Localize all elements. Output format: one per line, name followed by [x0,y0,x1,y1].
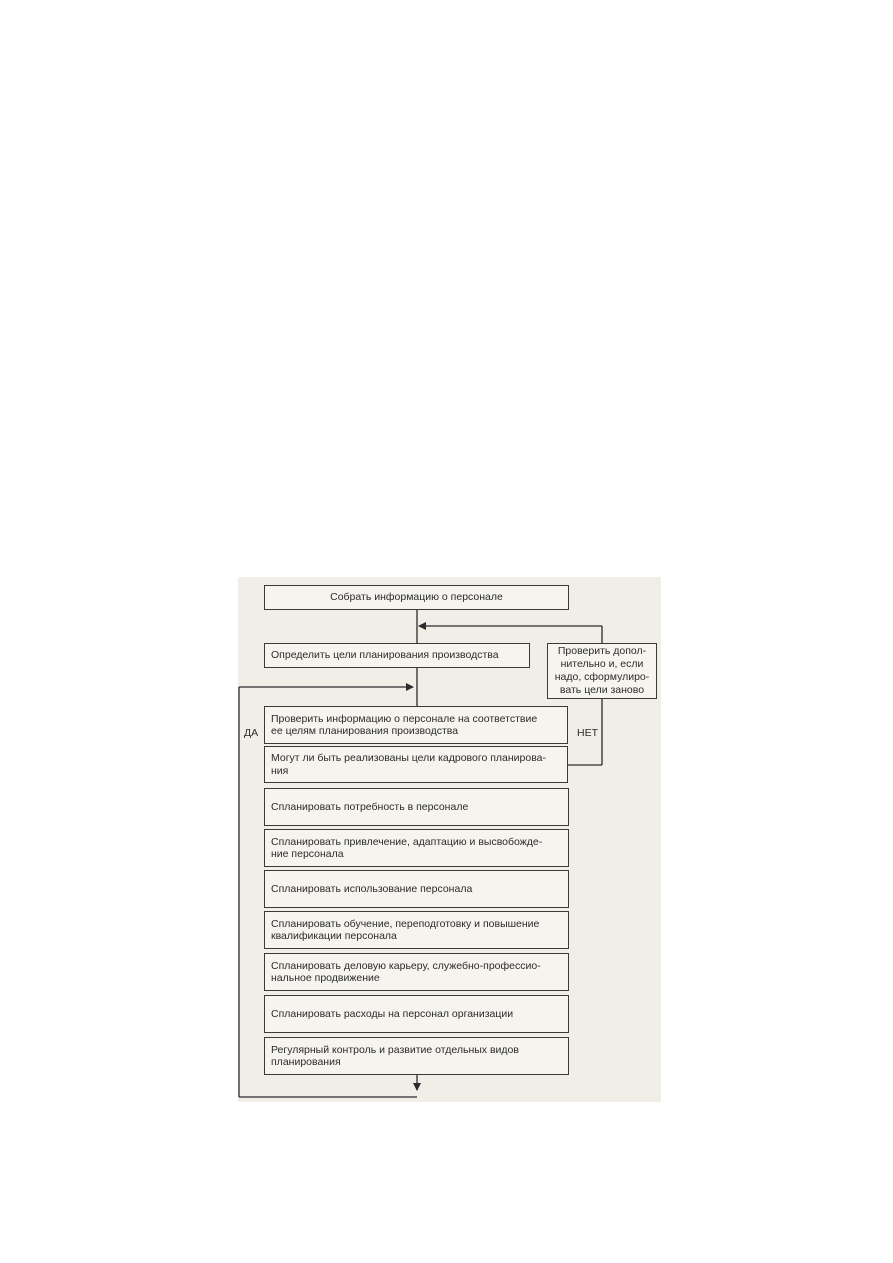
step-decision-goals: Могут ли быть реализованы цели кадрового планирова- ния [264,746,568,783]
step-define-goals: Определить цели планирования производства [264,643,530,668]
step-check-info: Проверить информацию о персонале на соответствие ее целям планирования производства [264,706,568,744]
step-plan-training: Спланировать обучение, переподготовку и повышение квалификации персонала [264,911,569,949]
step-plan-need: Спланировать потребность в персонале [264,788,569,826]
step-regular-control: Регулярный контроль и развитие отдельных видов планирования [264,1037,569,1075]
label-yes: ДА [244,727,259,739]
label-no: НЕТ [577,727,598,739]
step-plan-usage: Спланировать использование персонала [264,870,569,908]
side-recheck-goals: Проверить допол- нительно и, если надо, сформулиро- вать цели заново [547,643,657,699]
step-plan-attraction: Спланировать привлечение, адаптацию и высвобожде- ние персонала [264,829,569,867]
step-plan-career: Спланировать деловую карьеру, служебно-профессио- нальное продвижение [264,953,569,991]
step-collect-info: Собрать информацию о персонале [264,585,569,610]
step-plan-costs: Спланировать расходы на персонал организации [264,995,569,1033]
